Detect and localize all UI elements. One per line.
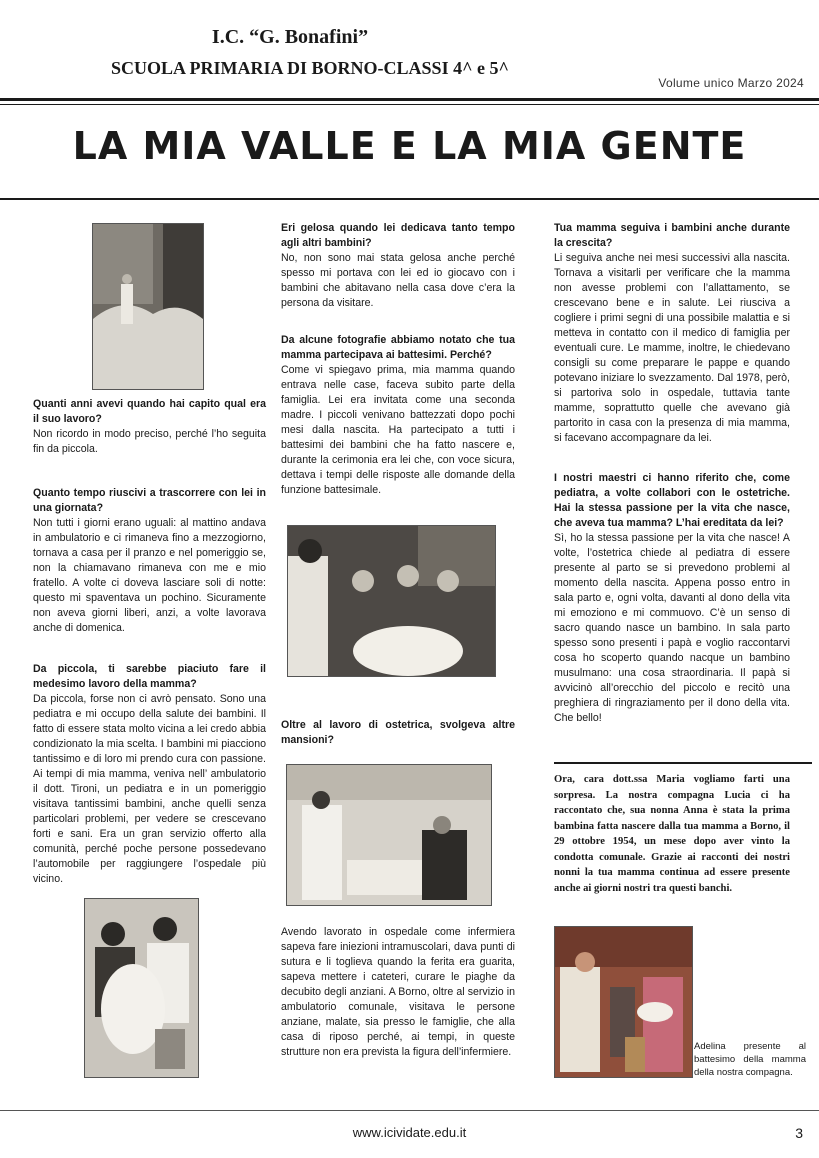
- header-rule-thin: [0, 104, 819, 105]
- answer-6: Avendo lavorato in ospedale come infermiera sapeva fare iniezioni intramuscolari, dava punti di sutura e li toglieva quando la ferita era guarita, sapeva mettere i cateteri, curare le piaghe da decubito degli anziani. A Borno, oltre al servizio in ambulatorio comunale, visitava le persone anziane, malate, sia presso le famiglie, che alla casa di riposo perché, ai tempi, in queste strutture non era prevista la figura dell’infermiere.: [281, 926, 515, 1058]
- answer-8: Sì, ho la stessa passione per la vita che nasce! A volte, l’ostetrica chiede al pediatra di essere presente al parto se si prevedono problemi al momento della nascita. Appena posso entro in sala parto e, ogni volta, davanti al dono della vita mi emoziono e mi commuovo. C’è un senso di sacro quando nasce un bambino. In sala parto spesso sono presenti i papà e voglio raccontarvi cosa ho scoperto quando nacque un bambino musulmano: una cosa straordinaria. Il papà si avvicinò all’orecchio del piccolo e recitò una preghiera di ringraziamento per il dono della vita. Che bello!: [554, 532, 790, 724]
- question-6: Oltre al lavoro di ostetrica, svolgeva altre mansioni?: [281, 719, 515, 746]
- answer-5: Come vi spiegavo prima, mia mamma quando entrava nelle case, faceva subito parte della famiglia. Lei era invitata come una seconda madre. I piccoli venivano battezzati dopo pochi mesi dalla nascita. Ha partecipato a tutti i battesimi dei bambini che ha fatto nascere e, durante la cerimonia era lei che, con voce sicura, dettava i tempi delle risposte alle domande della funzione battesimale.: [281, 364, 515, 496]
- photo-nurse-clinic: [286, 764, 492, 906]
- question-5: Da alcune fotografie abbiamo notato che tua mamma partecipava ai battesimi. Perché?: [281, 334, 515, 361]
- answer-1: Non ricordo in modo preciso, perché l’ho seguita fin da piccola.: [33, 428, 266, 455]
- photo-baptism-group: [287, 525, 496, 677]
- answer-7: Li seguiva anche nei mesi successivi alla nascita. Tornava a visitarli per verificare che la mamma non avesse problemi con l’allattamento, se crescevano bene e in salute. Lei riusciva a cogliere i primi segni di una possibile malattia e si metteva in contatto con il medico di famiglia per eventuali cure. Le mamme, inoltre, le chiedevano consigli su come preparare le pappe e quando potevano iniziare lo svezzamento. Dal 1978, però, si partoriva solo in ospedale, tuttavia tante mamme, soprattutto quelle che avevano già partorito in casa con la presenza di mia mamma, si facevano accompagnare da lei.: [554, 252, 790, 444]
- surprise-rule: [554, 762, 812, 764]
- header-rule-top: [0, 98, 819, 101]
- photo-color-baptism: [554, 926, 693, 1078]
- answer-2: Non tutti i giorni erano uguali: al mattino andava in ambulatorio e ci rimaneva fino a mezzogiorno, tornava a casa per il pranzo e nel pomeriggio se, non la chiamavano rimaneva con me e mio fratello. A volte ci doveva lasciare soli di notte: questo mi spaventava un pochino. Sicuramente non aveva giorni liberi, anzi, a volte lavorava anche di domenica.: [33, 517, 266, 634]
- question-7: Tua mamma seguiva i bambini anche durante la crescita?: [554, 222, 790, 249]
- page-title: LA MIA VALLE E LA MIA GENTE: [72, 124, 747, 168]
- photo-nurse-in-snow: [92, 223, 204, 390]
- surprise-message: Ora, cara dott.ssa Maria vogliamo farti una sorpresa. La nostra compagna Lucia ci ha raccontato che, sua nonna Anna è stata la prima bambina fatta nascere dalla tua mamma a Borno, il 29 ottobre 1954, un mese dopo aver vinto la condotta comunale. Grazie ai racconti dei nostri nonni la tua mamma continua ad essere presente anche ai giorni nostri tra questi banchi.: [554, 774, 790, 894]
- title-rule: [0, 198, 819, 200]
- question-2: Quanto tempo riuscivi a trascorrere con lei in una giornata?: [33, 487, 266, 514]
- school-name: I.C. “G. Bonafini”: [211, 26, 369, 48]
- school-subtitle: SCUOLA PRIMARIA DI BORNO-CLASSI 4^ e 5^: [111, 58, 509, 78]
- photo-two-women-baby: [84, 898, 199, 1078]
- question-8: I nostri maestri ci hanno riferito che, come pediatra, a volte collabori con le ostetriche. Hai la stessa passione per la vita che nasce, che aveva tua mamma? L’hai ereditata da lei?: [554, 472, 790, 529]
- footer-rule: [0, 1110, 819, 1111]
- volume-date: Volume unico Marzo 2024: [658, 76, 804, 90]
- answer-3: Da piccola, forse non ci avrò pensato. Sono una pediatra e mi occupo della salute dei bambini. Il fatto di essere stata molto vicina a lei credo abbia condizionato la mia scelta. I bambini mi piacciono tantissimo e di loro mi prendo cura con passione. Ai tempi di mia mamma, veniva nell’ ambulatorio il dott. Tironi, un pediatra e in un pomeriggio visitava tantissimi bambini, anche quelli senza particolari problemi, per vedere se crescevano forti e sani. Era un gran servizio offerto alla comunità, perché poche persone possedevano l’automobile per raggiungere l’ospedale più vicino.: [33, 693, 266, 885]
- question-4: Eri gelosa quando lei dedicava tanto tempo agli altri bambini?: [281, 222, 515, 249]
- question-3: Da piccola, ti sarebbe piaciuto fare il medesimo lavoro della mamma?: [33, 663, 266, 690]
- question-1: Quanti anni avevi quando hai capito qual era il suo lavoro?: [33, 398, 266, 425]
- footer-url[interactable]: www.icividate.edu.it: [352, 1125, 467, 1140]
- photo-caption: Adelina presente al battesimo della mamma della nostra compagna.: [694, 1041, 806, 1078]
- answer-4: No, non sono mai stata gelosa anche perché spesso mi portava con lei ed io giocavo con i bambini che abitavano nella casa dove c’era la persona da visitare.: [281, 252, 515, 309]
- page-number: 3: [795, 1125, 803, 1141]
